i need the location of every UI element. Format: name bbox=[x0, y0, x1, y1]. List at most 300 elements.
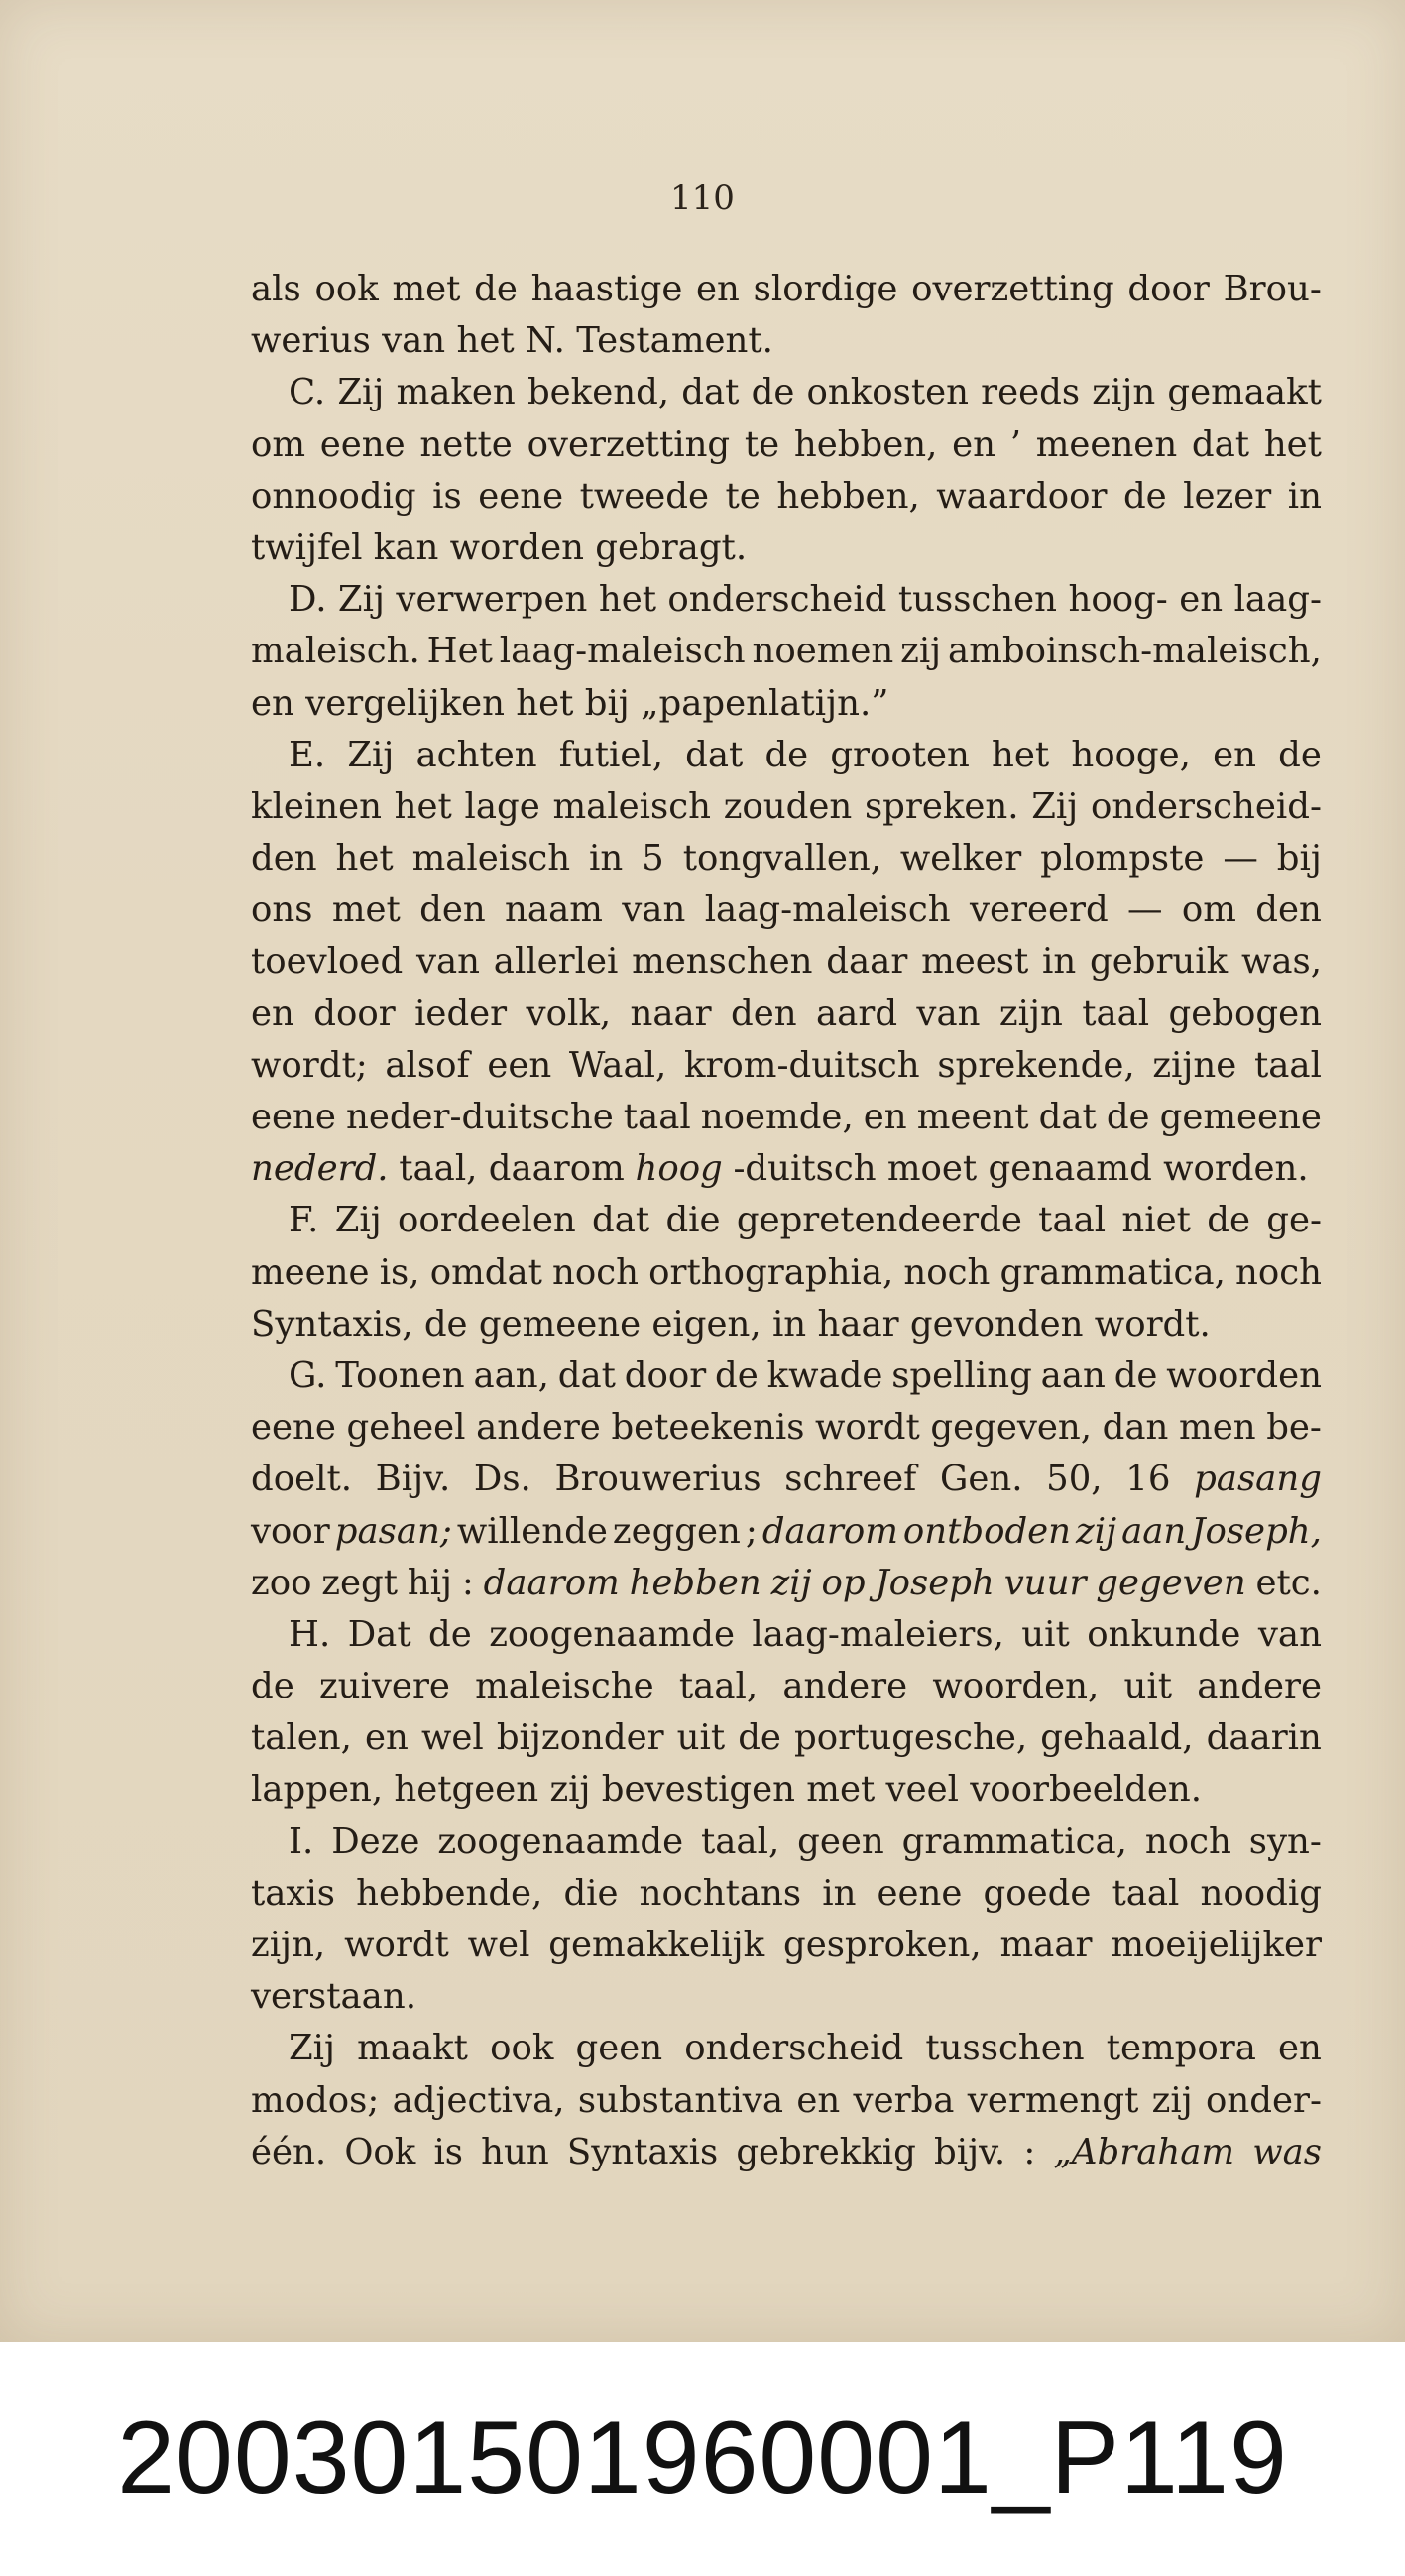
text-line bbox=[251, 2023, 1322, 2074]
word: andere bbox=[1197, 1666, 1322, 1707]
word: wordt bbox=[815, 1407, 920, 1449]
text-line bbox=[251, 1868, 1322, 1920]
word: gehaald, bbox=[1040, 1717, 1194, 1759]
text-line bbox=[251, 1661, 1322, 1712]
word: slordige bbox=[753, 269, 898, 309]
word: geen bbox=[575, 2028, 663, 2069]
word: 50, bbox=[1046, 1459, 1103, 1500]
word: laag-maleisch bbox=[704, 889, 951, 931]
word: krom-duitsch bbox=[683, 1044, 920, 1086]
text-line bbox=[251, 2075, 1322, 2127]
word: dat bbox=[557, 1354, 616, 1396]
word: grooten bbox=[830, 734, 970, 775]
word: amboinsch-maleisch, bbox=[948, 631, 1322, 672]
line-text: verstaan. bbox=[251, 1976, 416, 2018]
text-line bbox=[251, 1402, 1322, 1454]
word: neder-duitsche bbox=[345, 1097, 614, 1137]
word: Gen. bbox=[939, 1459, 1023, 1500]
word: de bbox=[751, 372, 795, 413]
word: dat bbox=[681, 372, 740, 413]
word: lage bbox=[464, 785, 540, 827]
text-line bbox=[251, 264, 1322, 315]
word: tempora bbox=[1106, 2028, 1256, 2069]
word: zouden bbox=[723, 785, 853, 827]
word: Zij bbox=[334, 1200, 382, 1241]
word: den bbox=[251, 838, 317, 879]
text-line bbox=[251, 419, 1322, 471]
word: maken bbox=[396, 372, 516, 413]
word: niet bbox=[1121, 1200, 1191, 1241]
word: noch bbox=[1144, 1820, 1231, 1862]
word: Ds. bbox=[473, 1459, 531, 1500]
word: aan, bbox=[473, 1354, 549, 1396]
text-line bbox=[251, 1195, 1322, 1246]
word: hoog- bbox=[1068, 579, 1168, 621]
word: wordt; bbox=[251, 1044, 368, 1086]
word: spreken. bbox=[864, 785, 1019, 827]
word: taal bbox=[1253, 1044, 1322, 1086]
word: — bbox=[1223, 838, 1258, 879]
word: te bbox=[744, 423, 780, 465]
word: aard bbox=[816, 993, 898, 1034]
word: Deze bbox=[331, 1820, 420, 1862]
word: naam bbox=[505, 889, 603, 931]
text-line bbox=[251, 936, 1322, 988]
word: zegt bbox=[321, 1562, 398, 1603]
word: taal bbox=[1112, 1872, 1180, 1914]
text-line bbox=[251, 884, 1322, 936]
italic-word: op bbox=[821, 1562, 866, 1603]
italic-word: ontboden bbox=[902, 1510, 1072, 1552]
word: gebrekkig bbox=[736, 2131, 916, 2172]
word: uit bbox=[676, 1717, 726, 1759]
word: bijzonder bbox=[496, 1717, 664, 1759]
word: onderscheid- bbox=[1090, 785, 1322, 827]
word: de bbox=[1122, 475, 1167, 517]
word: be- bbox=[1266, 1407, 1322, 1449]
word: en bbox=[952, 423, 995, 465]
text-line bbox=[251, 1712, 1322, 1764]
word: met bbox=[331, 889, 401, 931]
italic-word: hebben bbox=[629, 1562, 761, 1603]
word: Ook bbox=[344, 2131, 416, 2172]
word: het bbox=[394, 785, 452, 827]
word: dat bbox=[1038, 1097, 1097, 1137]
word: zij bbox=[900, 631, 942, 672]
word: de bbox=[715, 1354, 759, 1396]
word: hij bbox=[407, 1562, 453, 1603]
word: beteekenis bbox=[611, 1407, 805, 1449]
word: een bbox=[487, 1044, 552, 1086]
line-text: taal, daarom bbox=[399, 1148, 625, 1190]
word: Zij bbox=[337, 372, 385, 413]
word: wel bbox=[420, 1717, 484, 1759]
text-line bbox=[251, 523, 1322, 574]
word: onkosten bbox=[806, 372, 969, 413]
italic-word: vuur bbox=[1003, 1562, 1087, 1603]
word: met bbox=[392, 269, 461, 309]
text-line bbox=[251, 1920, 1322, 1971]
word: geheel bbox=[346, 1407, 466, 1449]
word: is bbox=[432, 475, 462, 517]
word: futiel, bbox=[558, 734, 663, 775]
word: nochtans bbox=[639, 1872, 802, 1914]
text-line bbox=[251, 471, 1322, 523]
word: zoogenaamde bbox=[437, 1820, 684, 1862]
word: laag-maleisch bbox=[499, 631, 746, 672]
word: gegeven, bbox=[930, 1407, 1093, 1449]
word: I. bbox=[289, 1820, 314, 1862]
word: vermengt bbox=[967, 2079, 1139, 2121]
italic-word: daarom bbox=[483, 1562, 620, 1603]
word: verba bbox=[853, 2079, 955, 2121]
word: zoo bbox=[251, 1562, 312, 1603]
word: plompste bbox=[1040, 838, 1205, 879]
word: G. bbox=[289, 1354, 327, 1396]
word: de bbox=[738, 1717, 781, 1759]
word: schreef bbox=[784, 1459, 917, 1500]
word: hooge, bbox=[1071, 734, 1191, 775]
word: Toonen bbox=[335, 1354, 465, 1396]
word: Dat bbox=[347, 1613, 411, 1655]
word: meene bbox=[251, 1251, 370, 1293]
word: Zij bbox=[337, 579, 385, 621]
text-line bbox=[251, 1143, 1322, 1195]
italic-word: daarom bbox=[761, 1510, 898, 1552]
word: goede bbox=[983, 1872, 1092, 1914]
word: één. bbox=[251, 2131, 327, 2172]
word: den bbox=[419, 889, 486, 931]
word: onnoodig bbox=[251, 475, 416, 517]
word: volk, bbox=[526, 993, 612, 1034]
word: gepretendeerde bbox=[736, 1200, 1022, 1241]
word: naar bbox=[630, 993, 712, 1034]
word: Brouwerius bbox=[554, 1459, 761, 1500]
word: orthographia, bbox=[648, 1251, 894, 1293]
italic-word: zij bbox=[1076, 1510, 1117, 1552]
word: maleisch bbox=[552, 785, 711, 827]
text-line bbox=[251, 1971, 1322, 2023]
italic-word: Joseph bbox=[875, 1562, 995, 1603]
word: gemaakt bbox=[1167, 372, 1322, 413]
italic-word: Joseph, bbox=[1191, 1510, 1322, 1552]
word: was, bbox=[1240, 941, 1322, 983]
word: ieder bbox=[414, 993, 508, 1034]
word: vereerd bbox=[969, 889, 1109, 931]
word: en bbox=[251, 993, 294, 1034]
word: andere bbox=[782, 1666, 908, 1707]
word: de bbox=[428, 1613, 472, 1655]
word: modos; bbox=[251, 2079, 380, 2121]
text-line bbox=[251, 574, 1322, 626]
word: van bbox=[622, 889, 686, 931]
word: eene bbox=[251, 1097, 336, 1137]
word: taal bbox=[1082, 993, 1150, 1034]
word: maar bbox=[999, 1925, 1093, 1965]
word: maleisch. bbox=[251, 631, 420, 672]
word: ; bbox=[745, 1510, 758, 1552]
word: taal bbox=[623, 1097, 691, 1137]
word: doelt. bbox=[251, 1459, 353, 1500]
word: bekend, bbox=[527, 372, 670, 413]
word: 5 bbox=[642, 838, 664, 879]
word: E. bbox=[289, 734, 326, 775]
word: grammatica, bbox=[999, 1251, 1226, 1293]
word: Waal, bbox=[568, 1044, 667, 1086]
word: noodig bbox=[1200, 1872, 1322, 1914]
word: het bbox=[598, 579, 656, 621]
word: noch bbox=[903, 1251, 991, 1293]
word: kleinen bbox=[251, 785, 382, 827]
text-line bbox=[251, 1299, 1322, 1350]
word: door bbox=[624, 1354, 707, 1396]
word: D. bbox=[289, 579, 327, 621]
word: ge- bbox=[1266, 1200, 1322, 1241]
word: dat bbox=[685, 734, 744, 775]
text-line bbox=[251, 626, 1322, 677]
word: etc. bbox=[1255, 1562, 1322, 1603]
word: tusschen bbox=[897, 579, 1058, 621]
word: portugesche, bbox=[794, 1717, 1028, 1759]
text-line bbox=[251, 833, 1322, 884]
text-line bbox=[251, 2127, 1322, 2178]
word: welker bbox=[899, 838, 1022, 879]
word: achten bbox=[415, 734, 537, 775]
text-line bbox=[251, 1040, 1322, 1092]
italic-word: gegeven bbox=[1096, 1562, 1246, 1603]
word: gemakkelijk bbox=[548, 1925, 765, 1965]
italic-text: nederd. bbox=[251, 1148, 389, 1190]
word: menschen bbox=[632, 941, 813, 983]
word: spelling bbox=[891, 1354, 1032, 1396]
word: maleisch bbox=[411, 838, 571, 879]
word: verwerpen bbox=[396, 579, 588, 621]
word: tweede bbox=[579, 475, 710, 517]
text-line bbox=[251, 1816, 1322, 1868]
word: gesproken, bbox=[782, 1925, 982, 1965]
word: die bbox=[563, 1872, 619, 1914]
word: H. bbox=[289, 1613, 331, 1655]
word: dan bbox=[1102, 1407, 1169, 1449]
text-line bbox=[251, 1506, 1322, 1558]
word: onderscheid bbox=[667, 579, 887, 621]
word: dat bbox=[592, 1200, 650, 1241]
word: laag-maleiers, bbox=[752, 1613, 1004, 1655]
word: Zij bbox=[347, 734, 395, 775]
word: maleische bbox=[475, 1666, 654, 1707]
word: van bbox=[916, 993, 981, 1034]
word: de bbox=[1106, 1097, 1150, 1137]
word: zoogenaamde bbox=[489, 1613, 735, 1655]
word: voor bbox=[251, 1510, 330, 1552]
word: 16 bbox=[1125, 1459, 1171, 1500]
line-text: werius van het N. Testament. bbox=[251, 320, 773, 362]
italic-word: aan bbox=[1121, 1510, 1187, 1552]
word: gebogen bbox=[1168, 993, 1322, 1034]
word: Syntaxis bbox=[566, 2131, 719, 2172]
word: de bbox=[1278, 734, 1322, 775]
word: hebben, bbox=[776, 475, 920, 517]
word: zuivere bbox=[318, 1666, 450, 1707]
word: kwade bbox=[766, 1354, 883, 1396]
word: gemeene bbox=[1159, 1097, 1322, 1137]
word: zijne bbox=[1152, 1044, 1237, 1086]
word: het bbox=[1263, 423, 1322, 465]
word: sprekende, bbox=[937, 1044, 1135, 1086]
word: het bbox=[992, 734, 1050, 775]
line-text: en vergelijken het bij „papenlatijn.” bbox=[251, 682, 889, 724]
word: geen bbox=[797, 1820, 884, 1862]
word: in bbox=[1042, 941, 1077, 983]
word: dat bbox=[1191, 423, 1250, 465]
word: de bbox=[251, 1666, 294, 1707]
word: en bbox=[1213, 734, 1256, 775]
italic-word: pasan; bbox=[334, 1510, 452, 1552]
word: en bbox=[1179, 579, 1224, 621]
word: onkunde bbox=[1087, 1613, 1241, 1655]
word: den bbox=[1255, 889, 1322, 931]
word: oordeelen bbox=[398, 1200, 576, 1241]
word: willende bbox=[456, 1510, 608, 1552]
word: substantiva bbox=[577, 2079, 784, 2121]
word: moeijelijker bbox=[1111, 1925, 1322, 1965]
word: tusschen bbox=[925, 2028, 1085, 2069]
word: en bbox=[365, 1717, 409, 1759]
word: zijn bbox=[1092, 372, 1156, 413]
text-line bbox=[251, 1092, 1322, 1143]
text-line bbox=[251, 1558, 1322, 1609]
word: ons bbox=[251, 889, 313, 931]
line-text: Syntaxis, de gemeene eigen, in haar gevonden wordt. bbox=[251, 1303, 1211, 1345]
word: onderscheid bbox=[684, 2028, 904, 2069]
word: haastige bbox=[530, 269, 683, 309]
word: meenen bbox=[1035, 423, 1178, 465]
text-line bbox=[251, 730, 1322, 781]
word: noch bbox=[1235, 1251, 1322, 1293]
word: overzetting bbox=[911, 269, 1114, 309]
word: daarin bbox=[1206, 1717, 1322, 1759]
word: zij bbox=[1151, 2079, 1193, 2121]
line-text: twijfel kan worden gebragt. bbox=[251, 527, 748, 568]
word: talen, bbox=[251, 1717, 352, 1759]
line-text: -duitsch moet genaamd worden. bbox=[733, 1148, 1309, 1190]
word: ook bbox=[314, 269, 379, 309]
word: woorden, bbox=[932, 1666, 1100, 1707]
word: den bbox=[731, 993, 797, 1034]
word: en bbox=[863, 1097, 907, 1137]
word: syn- bbox=[1248, 1820, 1322, 1862]
word: de bbox=[1113, 1354, 1158, 1396]
word: om bbox=[1181, 889, 1236, 931]
text-line bbox=[251, 781, 1322, 833]
word: uit bbox=[1123, 1666, 1172, 1707]
word: laag- bbox=[1233, 579, 1322, 621]
word: hebben, bbox=[793, 423, 938, 465]
word: Het bbox=[426, 631, 493, 672]
word: lezer bbox=[1183, 475, 1272, 517]
word: overzetting bbox=[527, 423, 731, 465]
text-line bbox=[251, 315, 1322, 367]
word: is bbox=[433, 2131, 464, 2172]
word: zeggen bbox=[612, 1510, 741, 1552]
word: adjectiva, bbox=[392, 2079, 565, 2121]
word: de bbox=[474, 269, 518, 309]
word: hebbende, bbox=[356, 1872, 543, 1914]
word: taal, bbox=[678, 1666, 759, 1707]
word: van bbox=[1257, 1613, 1322, 1655]
word: omdat bbox=[429, 1251, 542, 1293]
word: : bbox=[461, 1562, 474, 1603]
word: en bbox=[696, 269, 740, 309]
word: om bbox=[251, 423, 306, 465]
word: meest bbox=[921, 941, 1029, 983]
text-line bbox=[251, 989, 1322, 1040]
word: gebruik bbox=[1090, 941, 1229, 983]
word: reeds bbox=[981, 372, 1081, 413]
word: noemde, bbox=[700, 1097, 854, 1137]
word: door bbox=[313, 993, 396, 1034]
word: en bbox=[1278, 2028, 1322, 2069]
text-line bbox=[251, 678, 1322, 730]
word: aan bbox=[1040, 1354, 1106, 1396]
word: die bbox=[665, 1200, 721, 1241]
word: wordt bbox=[344, 1925, 449, 1965]
text-line bbox=[251, 1454, 1322, 1505]
word: : bbox=[1023, 2131, 1036, 2172]
word: uit bbox=[1021, 1613, 1070, 1655]
word: van bbox=[415, 941, 481, 983]
word: bijv. bbox=[934, 2131, 1006, 2172]
word: daar bbox=[826, 941, 908, 983]
word: Bijv. bbox=[375, 1459, 451, 1500]
word: onder- bbox=[1206, 2079, 1322, 2121]
word: als bbox=[251, 269, 301, 309]
page-number: 110 bbox=[670, 178, 735, 218]
word: eene bbox=[251, 1407, 336, 1449]
word: zijn bbox=[998, 993, 1063, 1034]
word: maakt bbox=[357, 2028, 468, 2069]
word: toevloed bbox=[251, 941, 404, 983]
word: in bbox=[822, 1872, 857, 1914]
text-line bbox=[251, 1764, 1322, 1815]
word: waardoor bbox=[936, 475, 1108, 517]
word: hun bbox=[481, 2131, 549, 2172]
body-text bbox=[251, 264, 1322, 2178]
word: noch bbox=[552, 1251, 640, 1293]
italic-word: pasang bbox=[1194, 1459, 1322, 1500]
scan-identifier: 200301501960001_P119 bbox=[117, 2400, 1288, 2516]
italic-word: zij bbox=[770, 1562, 812, 1603]
word: door bbox=[1127, 269, 1210, 309]
word: Zij bbox=[1031, 785, 1079, 827]
word: taal, bbox=[701, 1820, 780, 1862]
word: in bbox=[589, 838, 624, 879]
word: andere bbox=[476, 1407, 601, 1449]
word: ’ bbox=[1009, 423, 1022, 465]
word: grammatica, bbox=[901, 1820, 1127, 1862]
word: eene bbox=[319, 423, 406, 465]
word: is, bbox=[379, 1251, 420, 1293]
word: nette bbox=[419, 423, 513, 465]
word: in bbox=[1287, 475, 1322, 517]
text-line bbox=[251, 367, 1322, 418]
text-line bbox=[251, 1609, 1322, 1661]
word: en bbox=[796, 2079, 841, 2121]
italic-word: „Abraham bbox=[1053, 2131, 1235, 2172]
word: taal bbox=[1038, 1200, 1107, 1241]
word: allerlei bbox=[493, 941, 619, 983]
word: — bbox=[1127, 889, 1163, 931]
